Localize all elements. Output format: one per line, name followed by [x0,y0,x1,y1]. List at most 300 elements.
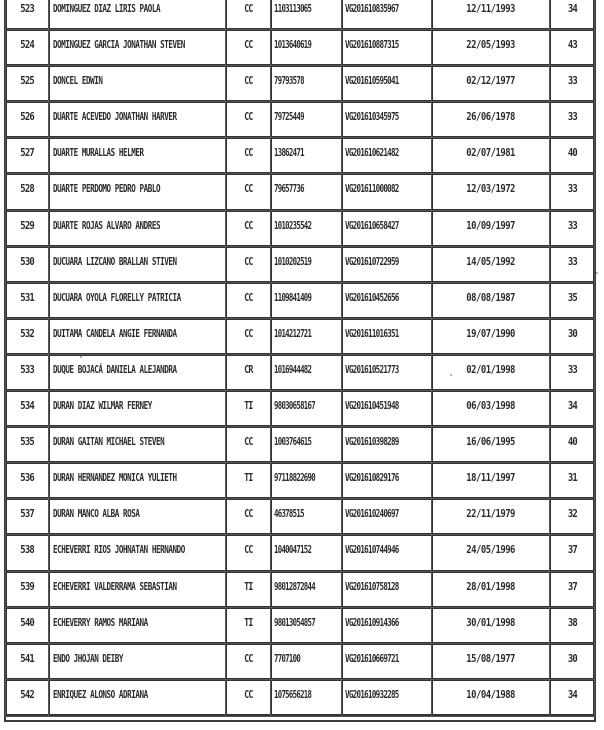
document-type-cell [226,174,271,210]
document-number-cell [271,463,342,499]
birth-date-cell [432,138,550,174]
birth-date-cell [432,427,550,463]
document-type-cell-text: CC [244,436,253,449]
registration-code-cell-text: VG201610914366 [345,616,399,629]
score-cell [550,644,594,680]
row-number-cell [6,138,49,174]
registration-code-cell-text: VG201610829176 [345,472,399,485]
birth-date-cell [432,0,550,30]
score-cell [550,572,594,608]
document-number-cell [271,283,342,319]
score-cell [550,355,594,391]
row-number-cell [6,463,49,499]
document-number-cell-text: 1016944482 [274,363,312,376]
registration-code-cell-text: VG201610345975 [345,111,399,124]
row-number-cell [6,211,49,247]
table-row [6,211,594,247]
birth-date-cell [432,391,550,427]
full-name-cell [49,499,226,535]
birth-date-cell-text: 02/12/1977 [466,75,516,88]
row-number-cell [6,355,49,391]
score-cell-text: 31 [567,472,577,485]
document-number-cell [271,427,342,463]
full-name-cell [49,0,226,30]
document-number-cell-text: 97118822690 [274,472,315,485]
document-type-cell [226,247,271,283]
registration-code-cell [342,427,432,463]
row-number-cell-text: 535 [20,436,35,449]
birth-date-cell [432,174,550,210]
full-name-cell [49,535,226,571]
document-number-cell-text: 7707100 [274,652,301,665]
full-name-cell-text: DUCUARA OYOLA FLORELLY PATRICIA [53,291,181,304]
document-number-cell [271,174,342,210]
document-number-cell [271,247,342,283]
registration-code-cell-text: VG201610835967 [345,3,399,15]
birth-date-cell [432,463,550,499]
birth-date-cell [432,66,550,102]
score-cell-text: 34 [567,400,577,413]
full-name-cell [49,355,226,391]
full-name-cell-text: ECHEVERRY RAMOS MARIANA [53,616,148,629]
score-cell [550,391,594,427]
birth-date-cell [432,680,550,716]
document-number-cell [271,138,342,174]
document-type-cell-text: CC [244,327,253,340]
score-cell-text: 40 [567,147,577,160]
document-type-cell-text: CC [244,544,253,557]
registration-code-cell [342,355,432,391]
full-name-cell-text: DUARTE ROJAS ALVARO ANDRES [53,219,161,232]
birth-date-cell [432,211,550,247]
score-cell [550,102,594,138]
registration-code-cell-text: VG201610932285 [345,688,399,701]
registration-code-cell [342,535,432,571]
document-number-cell [271,535,342,571]
table-row [6,102,594,138]
scanned-page [4,0,598,724]
birth-date-cell-text: 18/11/1997 [466,472,516,485]
document-number-cell-text: 46378515 [274,508,304,521]
score-cell-text: 40 [567,436,577,449]
full-name-cell-text: DUARTE ACEVEDO JONATHAN HARVER [53,111,177,124]
document-type-cell-text: CC [244,75,253,88]
birth-date-cell-text: 14/05/1992 [466,255,516,268]
row-number-cell [6,30,49,66]
score-cell-text: 35 [567,291,577,304]
document-type-cell-text: CC [244,219,253,232]
row-number-cell [6,680,49,716]
document-number-cell-text: 98012872844 [274,580,315,593]
row-number-cell-text: 523 [20,3,35,15]
birth-date-cell [432,535,550,571]
birth-date-cell [432,247,550,283]
table-row [6,499,594,535]
row-number-cell [6,319,49,355]
birth-date-cell-text: 26/06/1978 [466,111,516,124]
score-cell-text: 34 [567,688,577,701]
score-cell-text: 32 [567,508,577,521]
document-number-cell [271,391,342,427]
table-row [6,463,594,499]
registration-code-cell-text: VG201610621482 [345,147,399,160]
score-cell-text: 33 [567,219,577,232]
full-name-cell-text: ECHEVERRI VALDERRAMA SEBASTIAN [53,580,177,593]
row-number-cell-text: 527 [20,147,35,160]
table-row [6,572,594,608]
table-row [6,608,594,644]
birth-date-cell-text: 12/11/1993 [466,3,516,15]
registration-code-cell [342,30,432,66]
table-row [6,30,594,66]
score-cell [550,680,594,716]
registration-code-cell [342,66,432,102]
full-name-cell-text: DUQUE BOJACÁ DANIELA ALEJANDRA [53,363,177,376]
registration-code-cell [342,211,432,247]
score-cell [550,66,594,102]
row-number-cell [6,0,49,30]
score-cell [550,319,594,355]
row-number-cell-text: 536 [20,472,35,485]
table-row [6,391,594,427]
document-number-cell-text: 1010235542 [274,219,312,232]
document-type-cell [226,427,271,463]
document-type-cell-text: TI [244,400,253,413]
registration-code-cell-text: VG201610240697 [345,508,399,521]
document-number-cell-text: 79793578 [274,75,304,88]
document-type-cell [226,138,271,174]
full-name-cell-text: DURAN MANCO ALBA ROSA [53,508,140,521]
registration-code-cell [342,319,432,355]
document-type-cell [226,355,271,391]
full-name-cell-text: DURAN HERNANDEZ MONICA YULIETH [53,472,177,485]
document-type-cell [226,572,271,608]
registration-code-cell-text: VG201610887315 [345,39,399,52]
row-number-cell [6,174,49,210]
row-number-cell [6,247,49,283]
registration-code-cell-text: VG201610521773 [345,363,399,376]
full-name-cell-text: DUCUARA LIZCANO BRALLAN STIVEN [53,255,177,268]
birth-date-cell-text: 06/03/1998 [466,400,516,413]
registration-code-cell-text: VG201610451948 [345,400,399,413]
score-cell [550,247,594,283]
row-number-cell [6,644,49,680]
table-row [6,138,594,174]
score-cell-text: 33 [567,75,577,88]
score-cell-text: 30 [567,327,577,340]
birth-date-cell-text: 28/01/1998 [466,580,516,593]
score-cell [550,174,594,210]
full-name-cell-text: DUITAMA CANDELA ANGIE FERNANDA [53,327,177,340]
full-name-cell [49,211,226,247]
row-number-cell-text: 533 [20,363,35,376]
full-name-cell [49,247,226,283]
row-number-cell-text: 537 [20,508,35,521]
birth-date-cell [432,644,550,680]
roster-table-body [6,0,594,716]
table-row [6,247,594,283]
row-number-cell-text: 525 [20,75,35,88]
full-name-cell-text: ENDO JHOJAN DEIBY [53,652,124,665]
document-number-cell-text: 1109841409 [274,291,312,304]
document-type-cell [226,644,271,680]
document-type-cell-text: CC [244,3,253,15]
document-number-cell-text: 1003764615 [274,436,312,449]
birth-date-cell-text: 19/07/1990 [466,327,516,340]
birth-date-cell [432,499,550,535]
registration-code-cell-text: VG201610758128 [345,580,399,593]
row-number-cell [6,391,49,427]
document-number-cell-text: 1075656218 [274,688,312,701]
score-cell [550,608,594,644]
scan-speck [80,356,82,358]
full-name-cell [49,283,226,319]
document-number-cell [271,680,342,716]
table-row [6,66,594,102]
row-number-cell [6,499,49,535]
document-number-cell-text: 1040047152 [274,544,312,557]
score-cell-text: 37 [567,580,577,593]
document-number-cell-text: 1013640619 [274,39,312,52]
document-type-cell [226,66,271,102]
document-number-cell [271,644,342,680]
scan-speck [450,374,452,376]
document-number-cell-text: 79725449 [274,111,304,124]
document-type-cell-text: CC [244,291,253,304]
score-cell-text: 43 [567,39,577,52]
document-type-cell-text: CC [244,39,253,52]
row-number-cell-text: 532 [20,327,35,340]
document-type-cell-text: CC [244,183,253,196]
row-number-cell-text: 539 [20,580,35,593]
document-type-cell-text: CC [244,255,253,268]
document-type-cell [226,211,271,247]
row-number-cell-text: 528 [20,183,35,196]
score-cell [550,499,594,535]
birth-date-cell-text: 02/07/1981 [466,147,516,160]
birth-date-cell-text: 22/05/1993 [466,39,516,52]
document-number-cell [271,572,342,608]
score-cell-text: 30 [567,652,577,665]
registration-code-cell [342,499,432,535]
registration-code-cell-text: VG201610658427 [345,219,399,232]
score-cell [550,30,594,66]
row-number-cell-text: 534 [20,400,35,413]
registration-code-cell [342,247,432,283]
birth-date-cell [432,608,550,644]
document-type-cell [226,319,271,355]
full-name-cell [49,174,226,210]
registration-code-cell [342,463,432,499]
registration-code-cell [342,391,432,427]
document-type-cell-text: CC [244,688,253,701]
birth-date-cell [432,319,550,355]
document-type-cell [226,391,271,427]
document-number-cell [271,102,342,138]
registration-code-cell-text: VG201610398289 [345,436,399,449]
full-name-cell [49,319,226,355]
full-name-cell [49,644,226,680]
full-name-cell-text: DUARTE PERDOMO PEDRO PABLO [53,183,161,196]
document-number-cell-text: 79657736 [274,183,304,196]
birth-date-cell [432,355,550,391]
table-row [6,355,594,391]
document-number-cell [271,355,342,391]
document-type-cell [226,283,271,319]
table-row [6,174,594,210]
table-row [6,535,594,571]
row-number-cell [6,535,49,571]
document-type-cell-text: CC [244,147,253,160]
row-number-cell-text: 529 [20,219,35,232]
document-number-cell [271,499,342,535]
registration-code-cell-text: VG201610595041 [345,75,399,88]
document-type-cell [226,30,271,66]
document-number-cell-text: 1010202519 [274,255,312,268]
scan-speck [596,272,598,274]
score-cell-text: 33 [567,363,577,376]
registration-code-cell [342,102,432,138]
row-number-cell-text: 524 [20,39,35,52]
document-number-cell-text: 98013054857 [274,616,315,629]
row-number-cell-text: 541 [20,652,35,665]
table-row [6,0,594,30]
row-number-cell-text: 531 [20,291,35,304]
full-name-cell-text: DOMINGUEZ GARCIA JONATHAN STEVEN [53,39,185,52]
registration-code-cell [342,174,432,210]
birth-date-cell [432,102,550,138]
birth-date-cell-text: 15/08/1977 [466,652,516,665]
document-type-cell [226,608,271,644]
row-number-cell-text: 530 [20,255,35,268]
table-row [6,680,594,716]
document-type-cell-text: TI [244,616,253,629]
score-cell-text: 33 [567,183,577,196]
registration-code-cell [342,572,432,608]
registration-code-cell [342,608,432,644]
registration-code-cell [342,644,432,680]
full-name-cell [49,463,226,499]
table-row [6,427,594,463]
score-cell-text: 38 [567,616,577,629]
birth-date-cell-text: 16/06/1995 [466,436,516,449]
score-cell-text: 34 [567,3,577,15]
document-number-cell [271,30,342,66]
full-name-cell [49,30,226,66]
birth-date-cell-text: 10/09/1997 [466,219,516,232]
table-row [6,319,594,355]
full-name-cell-text: DUARTE MURALLAS HELMER [53,147,144,160]
document-type-cell [226,680,271,716]
birth-date-cell-text: 10/04/1988 [466,688,516,701]
document-type-cell [226,499,271,535]
full-name-cell [49,102,226,138]
document-number-cell-text: 98030658167 [274,400,315,413]
document-type-cell-text: CR [244,363,253,376]
full-name-cell [49,572,226,608]
birth-date-cell [432,30,550,66]
full-name-cell-text: DURAN DIAZ WILMAR FERNEY [53,400,152,413]
document-number-cell-text: 13862471 [274,147,304,160]
document-type-cell [226,0,271,30]
score-cell [550,0,594,30]
score-cell [550,427,594,463]
registration-code-cell [342,0,432,30]
document-type-cell [226,535,271,571]
row-number-cell [6,66,49,102]
birth-date-cell-text: 02/01/1998 [466,363,516,376]
row-number-cell-text: 540 [20,616,35,629]
score-cell-text: 33 [567,111,577,124]
full-name-cell [49,680,226,716]
full-name-cell [49,66,226,102]
birth-date-cell-text: 24/05/1996 [466,544,516,557]
document-number-cell-text: 1103113065 [274,3,312,15]
row-number-cell-text: 538 [20,544,35,557]
full-name-cell-text: ENRIQUEZ ALONSO ADRIANA [53,688,148,701]
full-name-cell-text: DONCEL EDWIN [53,75,103,88]
full-name-cell-text: DOMINGUEZ DIAZ LIRIS PAOLA [53,3,161,15]
score-cell [550,535,594,571]
document-number-cell [271,319,342,355]
row-number-cell [6,608,49,644]
table-row [6,283,594,319]
score-cell-text: 33 [567,255,577,268]
score-cell [550,211,594,247]
registration-code-cell-text: VG201611016351 [345,327,399,340]
table-row [6,644,594,680]
score-cell [550,463,594,499]
document-type-cell [226,463,271,499]
score-cell-text: 37 [567,544,577,557]
registration-code-cell [342,283,432,319]
birth-date-cell [432,572,550,608]
birth-date-cell [432,283,550,319]
registration-code-cell-text: VG201610744946 [345,544,399,557]
document-number-cell [271,66,342,102]
document-type-cell-text: CC [244,508,253,521]
row-number-cell [6,572,49,608]
row-number-cell-text: 526 [20,111,35,124]
document-number-cell [271,0,342,30]
registration-code-cell-text: VG201610452656 [345,291,399,304]
full-name-cell-text: DURAN GAITAN MICHAEL STEVEN [53,436,165,449]
full-name-cell-text: ECHEVERRI RIOS JOHNATAN HERNANDO [53,544,185,557]
score-cell [550,283,594,319]
full-name-cell [49,427,226,463]
registration-code-cell [342,680,432,716]
document-type-cell-text: TI [244,580,253,593]
birth-date-cell-text: 08/08/1987 [466,291,516,304]
document-type-cell-text: CC [244,652,253,665]
document-number-cell-text: 1014212721 [274,327,312,340]
document-number-cell [271,211,342,247]
document-type-cell-text: TI [244,472,253,485]
registration-code-cell [342,138,432,174]
birth-date-cell-text: 12/03/1972 [466,183,516,196]
full-name-cell [49,391,226,427]
document-type-cell-text: CC [244,111,253,124]
document-number-cell [271,608,342,644]
roster-table [6,0,594,716]
row-number-cell-text: 542 [20,688,35,701]
score-cell [550,138,594,174]
birth-date-cell-text: 22/11/1979 [466,508,516,521]
row-number-cell [6,283,49,319]
registration-code-cell-text: VG201610722959 [345,255,399,268]
registration-code-cell-text: VG201611000082 [345,183,399,196]
row-number-cell [6,102,49,138]
